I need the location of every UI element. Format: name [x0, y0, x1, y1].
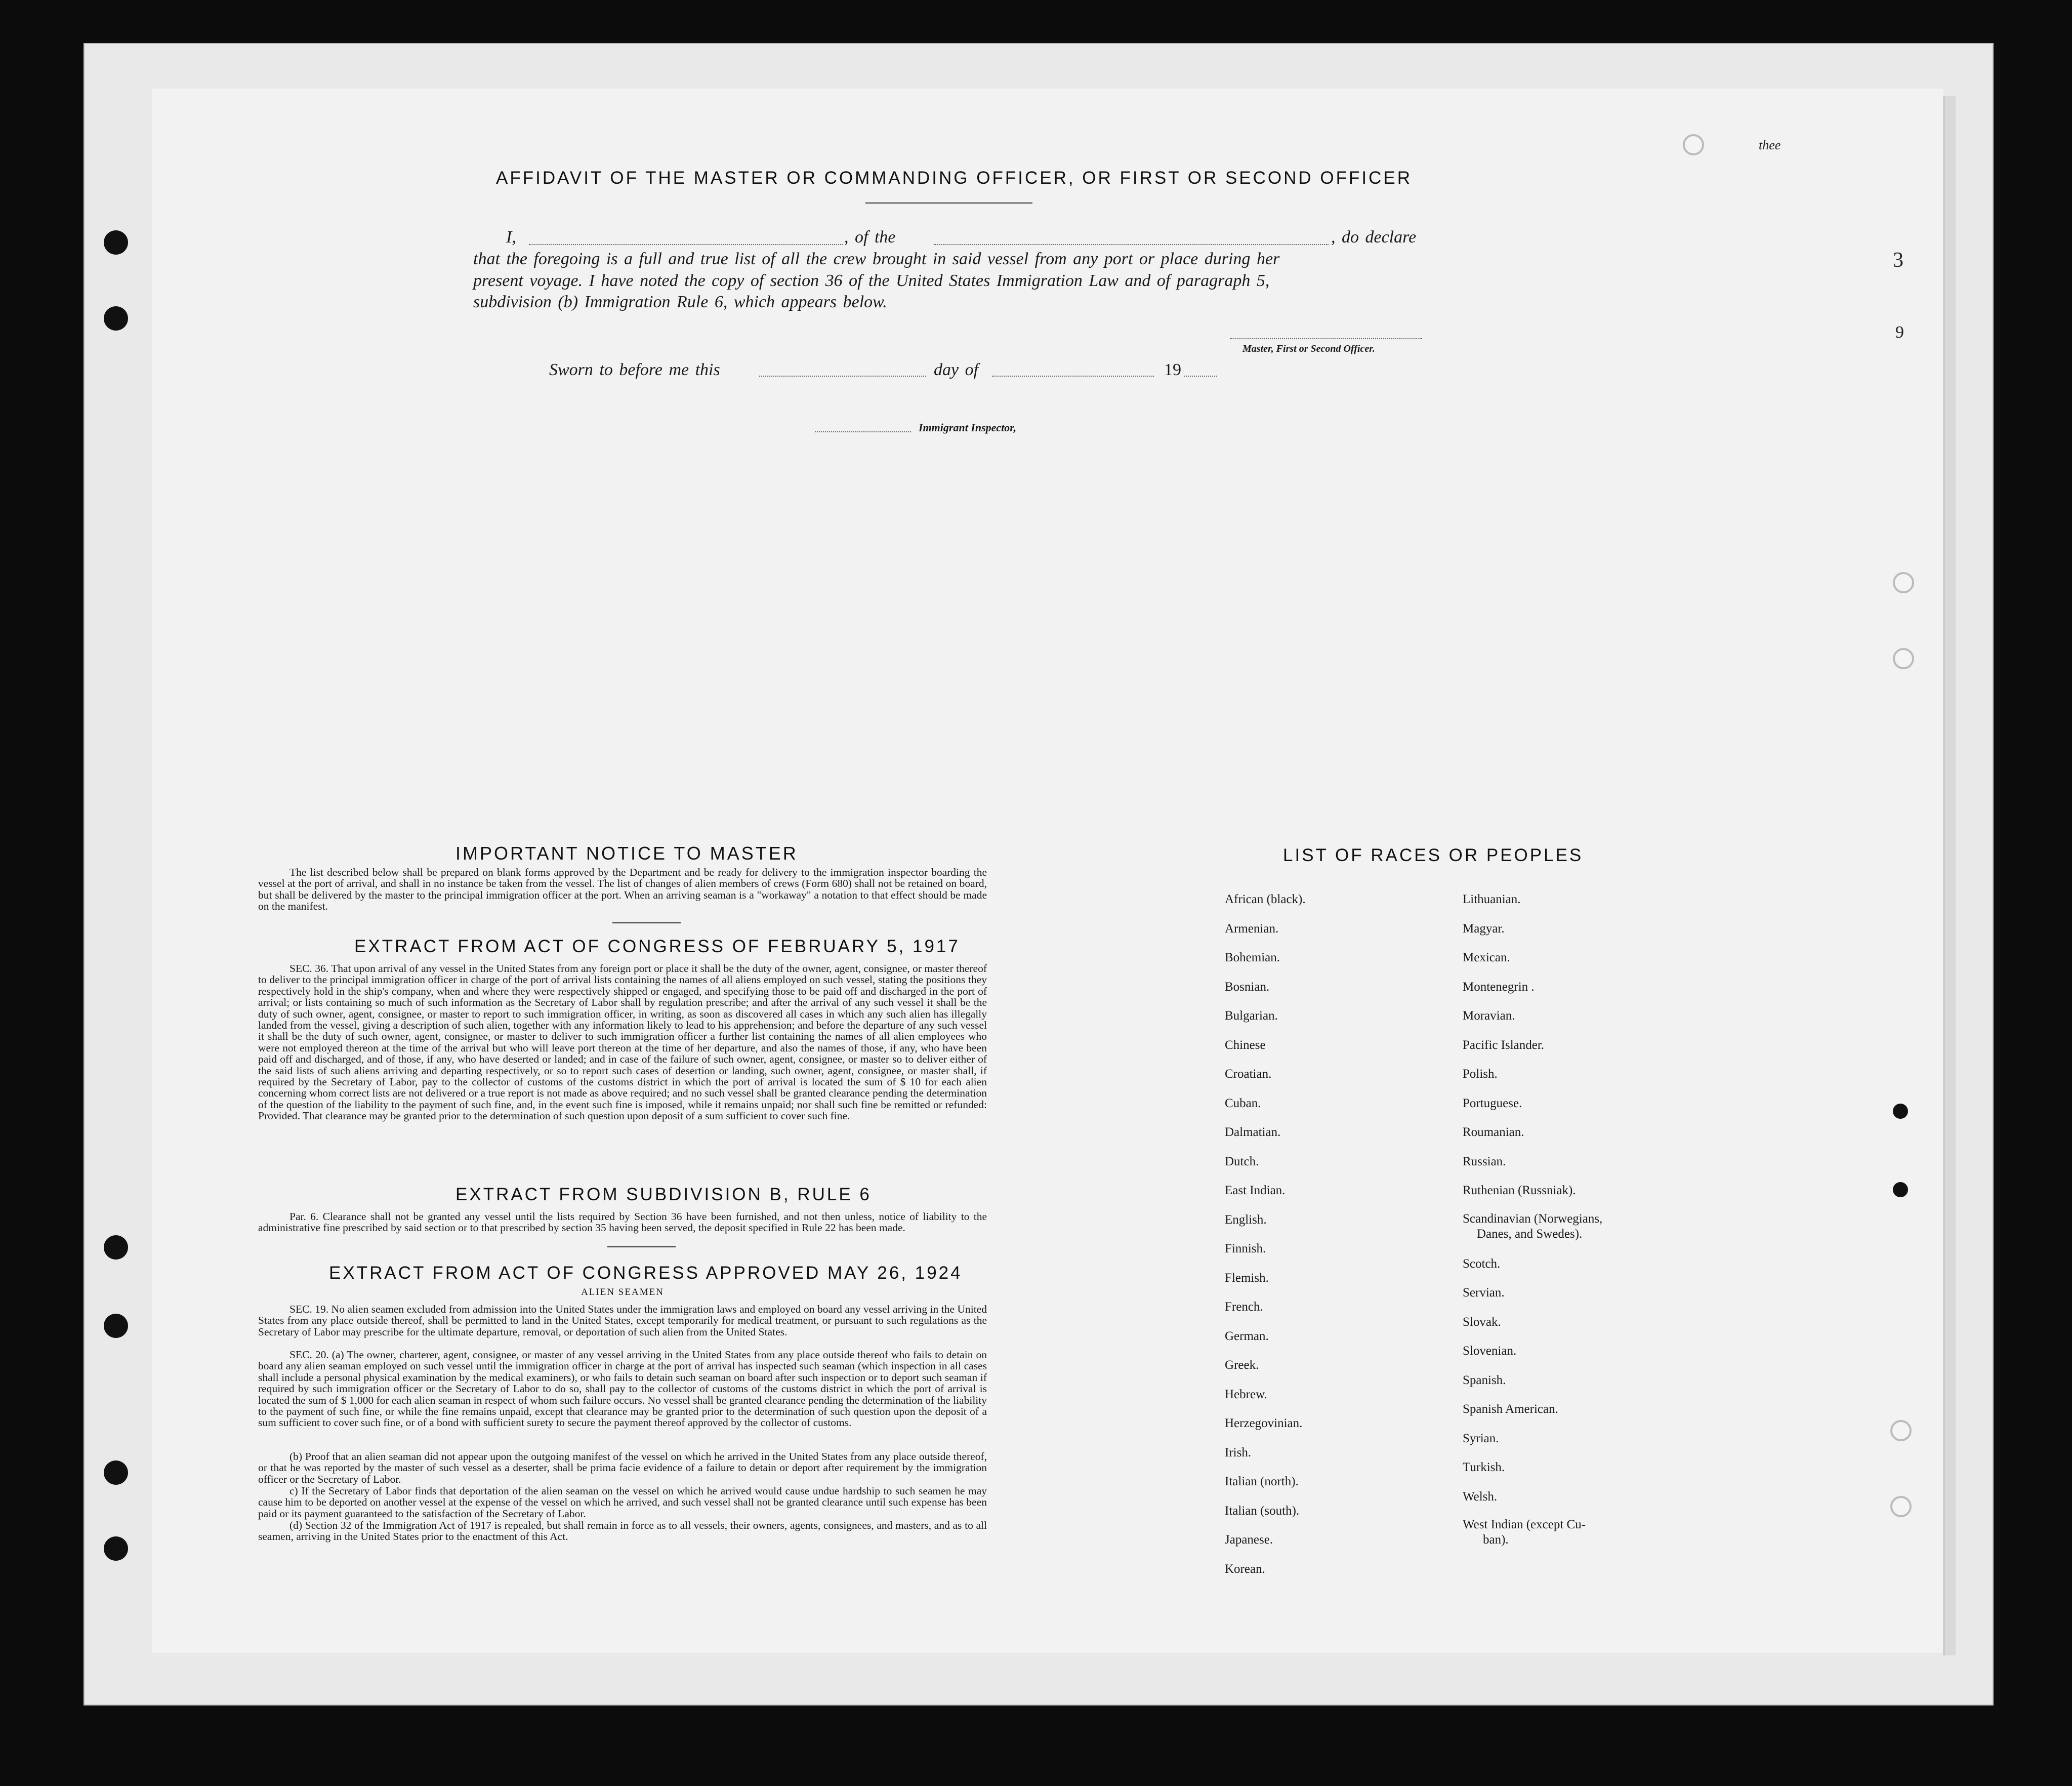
extract-1924-title: EXTRACT FROM ACT OF CONGRESS APPROVED MAY 26, 1924	[329, 1263, 963, 1283]
inspector-label: Immigrant Inspector,	[919, 421, 1017, 434]
race-item: Scotch.	[1463, 1256, 1501, 1271]
extract-rule6-title: EXTRACT FROM SUBDIVISION B, RULE 6	[455, 1185, 872, 1204]
race-item: African (black).	[1225, 892, 1306, 906]
binder-hole	[104, 306, 128, 331]
affidavit-declare: , do declare	[1331, 228, 1417, 247]
year-prefix: 19	[1164, 360, 1181, 379]
blank-line	[992, 376, 1154, 377]
race-item: Mexican.	[1463, 951, 1510, 964]
punch-dot	[1893, 1104, 1908, 1119]
race-item: Slovenian.	[1463, 1344, 1517, 1358]
blank-line	[759, 376, 926, 377]
notice-title: IMPORTANT NOTICE TO MASTER	[455, 843, 798, 864]
sec20d-text: (d) Section 32 of the Immigration Act of 1917 is repealed, but shall remain in force as to all vessels, their owners, agents, consignees, and masters, and as to all seamen, arriving in the United States prior to the enactment of this Act.	[258, 1519, 987, 1543]
race-item: Croatian.	[1225, 1067, 1272, 1081]
race-item: Scandinavian (Norwegians,	[1463, 1211, 1603, 1226]
race-item: Spanish.	[1463, 1373, 1506, 1387]
race-item: German.	[1225, 1329, 1269, 1343]
punch-ring	[1893, 648, 1914, 669]
race-item: Chinese	[1225, 1038, 1266, 1052]
sec20b-text: (b) Proof that an alien seaman did not appear upon the outgoing manifest of the vessel on which he arrived in the United States from any place outside thereof, or that he was reported by the master of such vessel as a deserter, shall be prima facie evidence of a failure to detain or deport after requirement by the immigration officer or the Secretary of Labor.	[258, 1450, 987, 1485]
divider	[607, 1246, 676, 1247]
races-title: LIST OF RACES OR PEOPLES	[1283, 845, 1584, 865]
day-of-text: day of	[934, 360, 979, 379]
race-item: Cuban.	[1225, 1096, 1261, 1110]
race-item: Dalmatian.	[1225, 1125, 1281, 1139]
race-item: Polish.	[1463, 1067, 1498, 1081]
race-item: Armenian.	[1225, 921, 1279, 936]
alien-seamen-subtitle: ALIEN SEAMEN	[581, 1287, 664, 1297]
race-item: Flemish.	[1225, 1271, 1269, 1285]
race-item: Finnish.	[1225, 1242, 1266, 1255]
race-item: Ruthenian (Russniak).	[1463, 1184, 1576, 1197]
binder-hole	[104, 1235, 128, 1260]
affidavit-of-the: , of the	[844, 228, 896, 247]
sec20c-text: c) If the Secretary of Labor finds that deportation of the alien seaman on the vessel on which he arrived would cause undue hardship to such seamen he may cause him to be deported on another vessel at the expense of the vessel on which he arrived, and such vessel shall not be granted clearance until such expense has been paid or its payment guaranteed to the satisfaction of the Secretary of Labor.	[258, 1485, 987, 1520]
races-column-1	[1225, 885, 1306, 1584]
margin-note: thee	[1759, 138, 1781, 152]
binder-hole	[104, 230, 128, 255]
race-item: ban).	[1483, 1533, 1509, 1547]
sworn-text: Sworn to before me this	[549, 360, 720, 379]
punch-dot	[1893, 1182, 1908, 1197]
punch-ring	[1893, 572, 1914, 593]
race-item: Roumanian.	[1463, 1125, 1524, 1139]
race-item: Russian.	[1463, 1154, 1506, 1168]
blank-line	[1184, 376, 1217, 377]
divider	[865, 202, 1032, 204]
race-item: Bosnian.	[1225, 980, 1270, 994]
affidavit-title: AFFIDAVIT OF THE MASTER OR COMMANDING OFFICER, OR FIRST OR SECOND OFFICER	[496, 168, 1413, 188]
race-item: Irish.	[1225, 1445, 1252, 1459]
race-item: Turkish.	[1463, 1460, 1505, 1474]
sec20a-text: SEC. 20. (a) The owner, charterer, agent, consignee, or master of any vessel arriving in the United States from any place outside thereof who fails to detain on board any alien seaman employed on such vessel until the immigration officer in charge at the port of arrival has inspected such seaman (which inspection in all cases shall include a personal physical examination by the medical examiners), or who fails to detain such seaman on board after such inspection or to deport such seaman if required by such immigration officer or the Secretary of Labor to do so, shall pay to the collector of customs of the customs district in which the port of arrival is located the sum of $ 1,000 for each alien seaman in respect of whom such failure occurs. No vessel shall be granted clearance pending the determination of the liability to the payment of such fine, or while the fine remains unpaid, except that clearance may be granted prior to the determination of such question upon the deposit of a sum sufficient to cover such fine, or of a bond with sufficient surety to secure the payment thereof approved by the collector of customs.	[258, 1349, 987, 1429]
race-item: Welsh.	[1463, 1489, 1498, 1504]
sec19-text: SEC. 19. No alien seamen excluded from admission into the United States under the immigration laws and employed on board any vessel arriving in the United States from any place outside thereof, shall be permitted to land in the United States, except temporarily for medical treatment, or pursuant to such regulations as the Secretary of Labor may prescribe for the ultimate departure, removal, or deportation of such alien from the United States.	[258, 1303, 987, 1338]
binder-hole	[104, 1314, 128, 1338]
race-item: Magyar.	[1463, 921, 1505, 936]
margin-note: 9	[1895, 323, 1904, 342]
signature-line	[1230, 338, 1422, 339]
race-item: Hebrew.	[1225, 1387, 1267, 1401]
race-item: Portuguese.	[1463, 1096, 1522, 1110]
race-item: Dutch.	[1225, 1154, 1259, 1168]
divider	[612, 922, 681, 923]
punch-ring	[1683, 134, 1704, 155]
margin-note: 3	[1893, 249, 1903, 272]
race-item: Servian.	[1463, 1286, 1505, 1300]
affidavit-text: that the foregoing is a full and true list of all the crew brought in said vessel from any port or place during her	[473, 250, 1280, 268]
inspector-line	[815, 431, 911, 432]
extract-1917-text: SEC. 36. That upon arrival of any vessel in the United States from any foreign port or place it shall be the duty of the owner, agent, consignee, or master thereof to deliver to the principal immigration officer in charge of the port of arrival lists containing the names of all aliens employed on such vessel, stating the positions they respectively hold in the ship's company, when and where they were respectively shipped or engaged, and specifying those to be paid off and discharged in the port of arrival; or lists containing so much of such information as the Secretary of Labor shall by regulation prescribe; and after the arrival of any such vessel it shall be the duty of such owner, agent, consignee, or master to report to such immigration officer, in writing, as soon as discovered all cases in which any such alien has illegally landed from the vessel, giving a description of such alien, together with any information likely to lead to his apprehension; and before the departure of any such vessel it shall be the duty of such owner, agent, consignee, or master to deliver to such immigration officer a further list containing the names of all alien employees who were not employed thereon at the time of the arrival but who will leave port thereon at the time of her departure, and also the names of those, if any, who have been paid off and discharged, and of those, if any, who have deserted or landed; and in case of the failure of such owner, agent, consignee, or master so to deliver either of the said lists of such aliens arriving and departing respectively, or so to report such cases of desertion or landing, such owner, agent, consignee, or master shall, if required by the Secretary of Labor, pay to the collector of customs of the customs district in which the port of arrival is located the sum of $ 10 for each alien concerning whom correct lists are not delivered or a true report is not made as above required; and no such vessel shall be granted clearance pending the determination of the question of the liability to the payment of such fine, and, in the event such fine is imposed, while it remains unpaid; nor shall such fine be remitted or refunded: Provided. That clearance may be granted prior to the determination of such question upon deposit of a sum sufficient to cover such fine.	[258, 962, 987, 1122]
race-item: Japanese.	[1225, 1533, 1273, 1547]
race-item: Korean.	[1225, 1562, 1265, 1576]
race-item: East Indian.	[1225, 1184, 1286, 1197]
race-item: English.	[1225, 1212, 1267, 1227]
affidavit-i: I,	[506, 228, 516, 247]
race-item: Lithuanian.	[1463, 892, 1521, 906]
notice-text: The list described below shall be prepared on blank forms approved by the Department and be ready for delivery to the immigration inspector boarding the vessel at the port of arrival, and shall in no instance be taken from the vessel. The list of changes of alien members of crews (Form 680) shall not be retained on board, but shall be delivered by the master to the principal immigration officer at the port. When an arriving seaman is a "workaway" a notation to that effect should be made on the manifest.	[258, 866, 987, 913]
race-item: Slovak.	[1463, 1315, 1501, 1329]
race-item: Moravian.	[1463, 1009, 1515, 1023]
blank-line	[934, 244, 1329, 245]
race-item: French.	[1225, 1300, 1263, 1314]
affidavit-text: subdivision (b) Immigration Rule 6, which appears below.	[473, 293, 887, 311]
extract-1917-title: EXTRACT FROM ACT OF CONGRESS OF FEBRUARY 5, 1917	[354, 937, 960, 956]
race-item: Italian (north).	[1225, 1475, 1299, 1488]
affidavit-text: present voyage. I have noted the copy of section 36 of the United States Immigration Law and of paragraph 5,	[473, 271, 1270, 290]
race-item: Montenegrin .	[1463, 980, 1535, 994]
race-item: West Indian (except Cu-	[1463, 1518, 1586, 1531]
race-item: Bohemian.	[1225, 951, 1280, 964]
extract-rule6-text: Par. 6. Clearance shall not be granted any vessel until the lists required by Section 36 have been furnished, and not then unless, notice of liability to the administrative fine prescribed by said section or to that prescribed by section 35 having been served, the deposit specified in Rule 22 has been made.	[258, 1210, 987, 1234]
race-item: Danes, and Swedes).	[1477, 1227, 1583, 1241]
race-item: Pacific Islander.	[1463, 1038, 1545, 1052]
race-item: Italian (south).	[1225, 1504, 1300, 1518]
race-item: Spanish American.	[1463, 1402, 1558, 1416]
signature-label: Master, First or Second Officer.	[1242, 343, 1375, 354]
binder-hole	[104, 1536, 128, 1561]
races-column-2	[1463, 885, 1602, 1548]
race-item: Bulgarian.	[1225, 1009, 1278, 1023]
race-item: Herzegovinian.	[1225, 1416, 1303, 1430]
binder-hole	[104, 1460, 128, 1485]
blank-line	[529, 244, 843, 245]
punch-ring	[1890, 1420, 1912, 1441]
race-item: Syrian.	[1463, 1431, 1499, 1445]
race-item: Greek.	[1225, 1358, 1259, 1372]
page-edge	[1943, 96, 1956, 1655]
punch-ring	[1890, 1496, 1912, 1517]
